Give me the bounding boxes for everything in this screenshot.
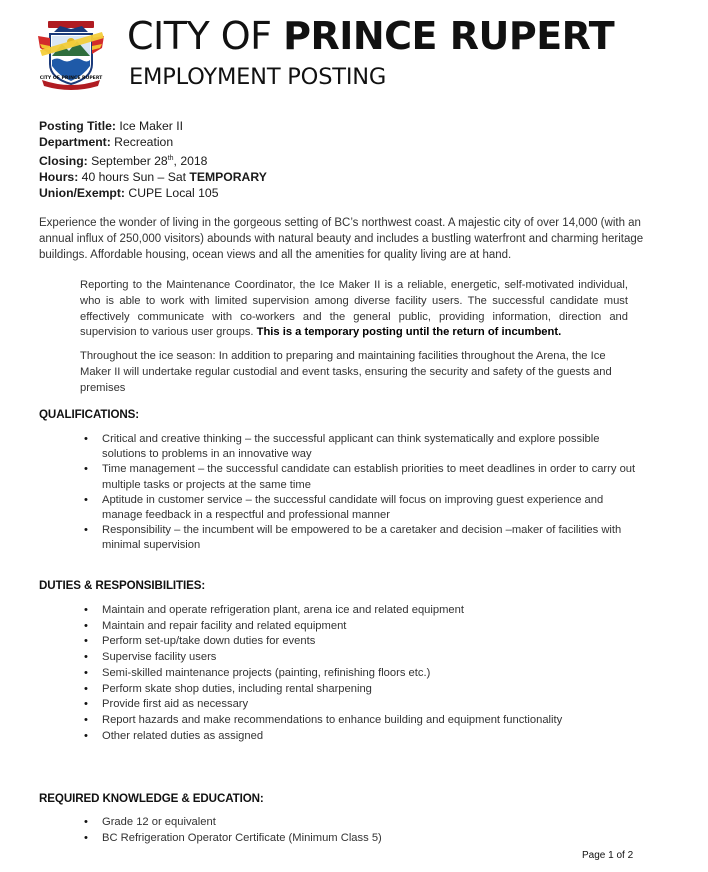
fact-department: Department: Recreation [39, 135, 174, 150]
posting-facts [39, 118, 267, 202]
page-title [127, 14, 614, 58]
fact-posting-title: Posting Title: Ice Maker II [39, 119, 184, 133]
list-item: • Grade 12 or equivalent [80, 815, 640, 831]
list-item: • Critical and creative thinking – the successful applicant can think systematically and explore possible solutions to problems in an innovative way [80, 432, 640, 462]
duties-heading: DUTIES & RESPONSIBILITIES: [39, 579, 206, 592]
list-item: • Provide first aid as necessary [80, 697, 660, 713]
ice-season-paragraph: Throughout the ice season: In addition to preparing and maintaining facilities throughout the Arena, the Ice Maker II will undertake regular custodial and event tasks, ensuring the security and safety of the guests and premises [80, 350, 612, 394]
city-crest-logo [36, 20, 106, 92]
list-item: • Responsibility – the incumbent will be empowered to be a caretaker and decision –maker of facilities with minimal supervision [80, 523, 640, 553]
page-subtitle: EMPLOYMENT POSTING [129, 64, 387, 90]
list-item: • Perform skate shop duties, including rental sharpening [80, 682, 660, 698]
duties-list [80, 603, 660, 744]
list-item: • Aptitude in customer service – the successful candidate will focus on improving guest experience and manage feedback in a respectful and professional manner [80, 493, 640, 523]
list-item: • Report hazards and make recommendations to enhance building and equipment functionality [80, 713, 660, 729]
list-item: • Maintain and repair facility and related equipment [80, 619, 660, 635]
page-number: Page 1 of 2 [582, 850, 634, 861]
fact-union: Union/Exempt: CUPE Local 105 [39, 186, 219, 201]
knowledge-heading: REQUIRED KNOWLEDGE & EDUCATION: [39, 792, 264, 805]
intro-paragraph: Experience the wonder of living in the gorgeous setting of BC’s northwest coast. A majestic city of over 14,000 (with an annual influx of 250,000 visitors) abounds with natural beauty and includes a bustling waterfront and charming heritage buildings. Affordable housing, ocean views and all the amenities for quality living are at hand. [39, 217, 644, 261]
qualifications-heading: QUALIFICATIONS: [39, 408, 140, 421]
knowledge-list [80, 815, 640, 847]
title-prefix: CITY OF [127, 14, 284, 58]
list-item: • BC Refrigeration Operator Certificate (Minimum Class 5) [80, 831, 640, 847]
qualifications-list [80, 432, 640, 554]
list-item: • Perform set-up/take down duties for events [80, 634, 660, 650]
list-item: • Time management – the successful candidate can establish priorities to meet deadlines in order to carry out multiple tasks or projects at the same time [80, 462, 640, 492]
svg-text:CITY OF PRINCE RUPERT: CITY OF PRINCE RUPERT [39, 76, 103, 81]
fact-closing: Closing: September 28th, 2018 [39, 153, 208, 168]
list-item: • Semi-skilled maintenance projects (painting, refinishing floors etc.) [80, 666, 660, 682]
role-summary-paragraph: Reporting to the Maintenance Coordinator, the Ice Maker II is a reliable, energetic, self-motivated individual, who is able to work with limited supervision among diverse facility users. The successful candidate must effectively communicate with co-workers and the general public, providing information, direction and supervision to various user groups. This is a temporary posting until the return of incumbent. [80, 279, 628, 339]
title-city-name: PRINCE RUPERT [283, 14, 615, 58]
temporary-notice: This is a temporary posting until the return of incumbent. [256, 326, 562, 339]
list-item: • Other related duties as assigned [80, 729, 660, 745]
list-item: • Maintain and operate refrigeration plant, arena ice and related equipment [80, 603, 660, 619]
list-item: • Supervise facility users [80, 650, 660, 666]
fact-hours: Hours: 40 hours Sun – Sat TEMPORARY [39, 169, 267, 184]
